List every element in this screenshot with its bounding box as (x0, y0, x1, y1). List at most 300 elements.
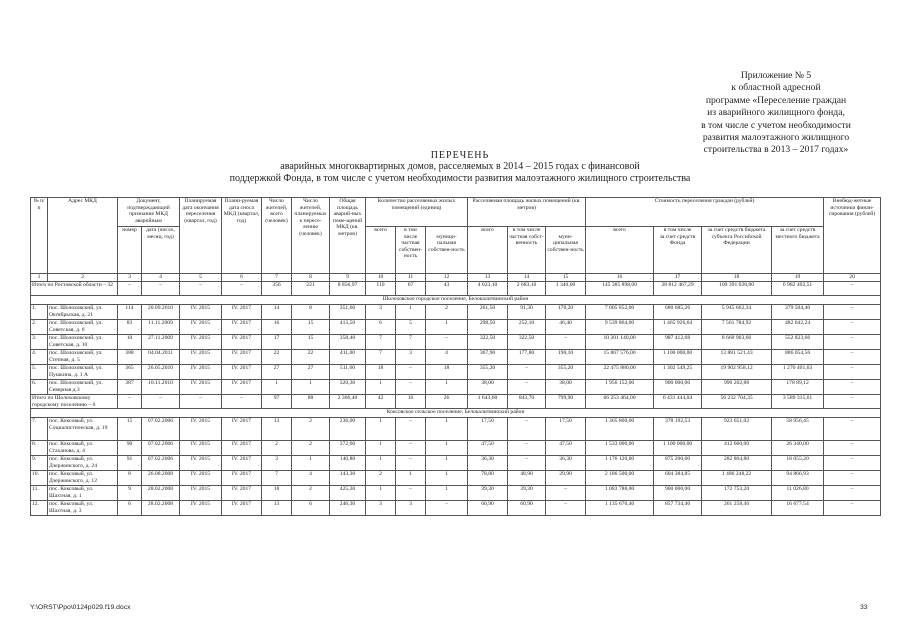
table-cell: – (508, 441, 546, 456)
table-cell: IV. 2015 (180, 365, 222, 380)
table-row (31, 335, 881, 350)
table-cell: 1 (31, 274, 48, 282)
table-cell: 26 340,00 (772, 441, 824, 456)
table-cell: 9 (330, 274, 366, 282)
incl-label: в том числе (403, 227, 418, 240)
table-cell: 604 384,85 (654, 471, 702, 486)
table-cell: пос. Шолоховский, ул. Советская, д. 10 (48, 335, 118, 350)
table-cell: 22 (262, 350, 292, 365)
table-cell: 22 475 880,00 (586, 365, 654, 380)
table-cell: 356 (262, 282, 292, 296)
col-doc: Документ, подтверждающий признание МКД аварийным (118, 198, 180, 227)
col-extra: Внебюд-жетные источники финан-сирования (рублей) (824, 198, 881, 274)
table-cell: 8 660 903,66 (702, 335, 772, 350)
table-cell: IV. 2017 (222, 350, 262, 365)
table-cell: 9 539 864,00 (586, 320, 654, 335)
table-cell: Шолоховское городское поселение, Белокалитвинский район (31, 296, 881, 305)
table-cell: 15 (118, 418, 142, 441)
table-cell: – (824, 471, 881, 486)
table-cell: 19 (772, 274, 824, 282)
table-cell: 10.11.2010 (142, 380, 180, 395)
table-cell: 1 176 120,00 (586, 456, 654, 471)
sqm-municipal-label: муни-ципальная собствен-ность (547, 233, 584, 253)
table-cell: IV. 2017 (222, 380, 262, 395)
table-cell: IV. 2017 (222, 456, 262, 471)
table-cell: пос. Шолоховский, ул. Степная, д. 5 (48, 350, 118, 365)
table-cell: 2 366,40 (330, 395, 366, 409)
table-cell: 387 (118, 380, 142, 395)
column-numbers-row (31, 274, 881, 282)
table-cell: 379 504,40 (772, 305, 824, 320)
table-cell: 07.02.2006 (142, 456, 180, 471)
table-cell: – (142, 395, 180, 409)
table-cell: 38,00 (468, 380, 508, 395)
table-cell: – (824, 486, 881, 501)
table-cell: 16 677,54 (772, 501, 824, 516)
table-cell: – (396, 486, 426, 501)
table-cell: 1 (426, 456, 468, 471)
table-cell: 47,50 (468, 441, 508, 456)
col-cost: Стоимость переселения граждан (рублей) (586, 198, 824, 227)
appendix-line: к областной адресной (731, 82, 821, 94)
table-cell: IV. 2017 (222, 305, 262, 320)
table-cell: 91,30 (508, 305, 546, 320)
table-cell: пос. Коксовый, ул. Дзержинского, д. 24 (48, 456, 118, 471)
table-cell: 5 945 662,34 (702, 305, 772, 320)
table-cell: IV. 2015 (180, 471, 222, 486)
table-cell: 114 (118, 305, 142, 320)
appendix-line: программе «Переселение граждан (705, 94, 847, 106)
table-cell: 7 (262, 274, 292, 282)
municipal-label: муници-пальная собствен-ность (428, 233, 465, 253)
table-cell: 1 302 549,25 (654, 365, 702, 380)
table-cell: 47,50 (546, 441, 586, 456)
table-cell: пос. Шолоховский, ул. Северная д.3 (48, 380, 118, 395)
col-plan-demo: Плани-руемая дата сноса МКД (квартал, год) (222, 198, 262, 274)
col-sqm-total: всего (468, 227, 508, 274)
table-cell: 178 89,12 (772, 380, 824, 395)
table-cell: 143,30 (330, 471, 366, 486)
col-area: Общая площадь аварий-ных поме-щений МКД (кв. метров) (330, 198, 366, 274)
table-cell: 14 (508, 274, 546, 282)
table-row (31, 471, 881, 486)
table-cell: – (180, 282, 222, 296)
table-cell: 18 (426, 365, 468, 380)
table-cell: 5 (396, 320, 426, 335)
table-cell: 16 (262, 320, 292, 335)
table-cell: 6 (366, 320, 396, 335)
table-cell: 172 753,20 (702, 486, 772, 501)
table-cell: 10 201 140,00 (586, 335, 654, 350)
table-cell: 2 (292, 441, 330, 456)
table-cell: 20 (824, 274, 881, 282)
table-cell: IV. 2015 (180, 456, 222, 471)
table-cell: 39,30 (468, 486, 508, 501)
table-cell: – (824, 441, 881, 456)
table-cell: пос. Шолоховский, ул. Октябрьская, д. 21 (48, 305, 118, 320)
table-cell: IV. 2015 (180, 335, 222, 350)
table-cell: 28.02.2008 (142, 501, 180, 516)
title-main: ПЕРЕЧЕНЬ (430, 150, 490, 161)
table-cell: 8 (118, 471, 142, 486)
table-cell: 511,60 (330, 365, 366, 380)
table-cell: IV. 2015 (180, 320, 222, 335)
table-cell: 320,30 (330, 380, 366, 395)
table-cell: 7 (366, 335, 396, 350)
table-cell: – (824, 418, 881, 441)
table-row (31, 501, 881, 516)
table-cell: 1. (31, 305, 48, 320)
table-cell: 6 982 402,51 (772, 282, 824, 296)
table-cell: 39,30 (508, 486, 546, 501)
table-cell: 78,80 (468, 471, 508, 486)
table-cell: 2 186 500,00 (586, 471, 654, 486)
table-cell: 27.11.2009 (142, 335, 180, 350)
table-cell: 923 651,02 (702, 418, 772, 441)
table-cell: IV. 2017 (222, 486, 262, 501)
document-title (200, 150, 720, 184)
table-cell: 1 486 248,22 (702, 471, 772, 486)
table-cell: 8 856,97 (330, 282, 366, 296)
table-cell: – (508, 380, 546, 395)
title-line-1: аварийных многоквартирных домов, расселяемых в 2014 – 2015 годах с финансовой (280, 161, 640, 173)
table-cell: 15 (292, 320, 330, 335)
table-cell: – (824, 365, 881, 380)
table-cell: 2 683,10 (508, 282, 546, 296)
section-title-row (31, 296, 881, 305)
table-cell: 1 (366, 418, 396, 441)
table-cell: 17 (262, 335, 292, 350)
table-cell: 10 (366, 274, 396, 282)
table-cell: – (180, 395, 222, 409)
table-cell: 4 (292, 471, 330, 486)
table-cell: 900 000,00 (654, 380, 702, 395)
table-cell: – (824, 395, 881, 409)
table-cell: 1 (292, 456, 330, 471)
table-cell: 3 (118, 274, 142, 282)
table-cell: 8 (292, 305, 330, 320)
table-cell: 42 (366, 395, 396, 409)
table-cell: – (396, 456, 426, 471)
table-cell: 1 (292, 380, 330, 395)
section-title-row (31, 409, 881, 418)
table-cell: 3 (262, 456, 292, 471)
table-cell: 94 866,93 (772, 471, 824, 486)
table-cell: 145 385 898,00 (586, 282, 654, 296)
table-cell: 170,20 (546, 305, 586, 320)
table-cell: – (118, 395, 142, 409)
col-plan-end: Планируемая дата окончания переселения (квартал, год) (180, 198, 222, 274)
table-cell: 43 (426, 282, 468, 296)
table-cell: 221 (292, 282, 330, 296)
table-cell: 282 864,80 (702, 456, 772, 471)
table-cell: 90 (118, 441, 142, 456)
table-cell: 1 (426, 418, 468, 441)
table-cell: 83 (118, 320, 142, 335)
table-cell: 1 365 800,00 (586, 418, 654, 441)
section-total-row (31, 395, 881, 409)
table-cell: 14 (262, 305, 292, 320)
table-cell: 799,90 (546, 395, 586, 409)
file-path: Y:\ORST\Ppo\0124p029.f19.docx (30, 604, 131, 611)
table-cell: – (824, 380, 881, 395)
table-cell: 355,20 (468, 365, 508, 380)
houses-table (30, 197, 881, 516)
table-cell: – (118, 282, 142, 296)
table-cell: 15 (292, 335, 330, 350)
table-cell: 298,50 (468, 320, 508, 335)
table-cell: 15 867 576,00 (586, 350, 654, 365)
table-cell: 1 533 000,00 (586, 441, 654, 456)
table-cell: пос. Коксовый, ул. Шахтная, д. 1 (48, 486, 118, 501)
table-cell: пос. Коксовый, ул. Дзержинского, д. 12 (48, 471, 118, 486)
table-cell: 36,30 (468, 456, 508, 471)
col-sqm-private (508, 227, 546, 274)
table-cell: 27 (292, 365, 330, 380)
table-cell: 6 (222, 274, 262, 282)
table-cell: – (396, 365, 426, 380)
table-cell: 26.05.2010 (142, 365, 180, 380)
table-cell: – (546, 501, 586, 516)
col-residents: Число жителей, всего (человек) (262, 198, 292, 274)
table-cell: 900 000,00 (654, 486, 702, 501)
table-cell: 1 (396, 471, 426, 486)
table-cell: 2 (48, 274, 118, 282)
table-cell: 13 (468, 274, 508, 282)
table-cell: 7 (366, 350, 396, 365)
total-region-row (31, 282, 881, 296)
table-cell: 07.02.2006 (142, 418, 180, 441)
table-cell: 36,30 (546, 456, 586, 471)
col-address: Адрес МКД (48, 198, 118, 274)
table-cell: IV. 2015 (180, 350, 222, 365)
col-cost-local: за счет средств местного бюджета (772, 227, 824, 274)
table-cell: 97 (262, 395, 292, 409)
table-cell: 19 902 958,12 (702, 365, 772, 380)
table-cell: 7. (31, 418, 48, 441)
table-cell: 987 412,68 (654, 335, 702, 350)
table-cell: 1 100 000,00 (654, 441, 702, 456)
table-cell: 15 (546, 274, 586, 282)
table-cell: – (824, 501, 881, 516)
appendix-line: из аварийного жилищного фонда, (707, 107, 845, 119)
table-cell: – (426, 335, 468, 350)
table-cell: 843,70 (508, 395, 546, 409)
table-cell: 1 (396, 305, 426, 320)
table-cell: 1 (366, 380, 396, 395)
table-cell: IV. 2017 (222, 335, 262, 350)
table-cell: 7 561 784,92 (702, 320, 772, 335)
table-cell: 6 (292, 501, 330, 516)
table-row (31, 365, 881, 380)
appendix-line: строительства в 2013 – 2017 годах» (703, 144, 849, 156)
table-cell: – (396, 441, 426, 456)
table-cell: – (396, 418, 426, 441)
incl-label: в том числе (512, 227, 541, 233)
table-cell: 20.09.2010 (142, 305, 180, 320)
table-cell: пос. Коксовый, ул. Стаханова, д. 4 (48, 441, 118, 456)
table-row (31, 456, 881, 471)
table-cell: 322,50 (468, 335, 508, 350)
table-cell: – (426, 501, 468, 516)
table-row (31, 441, 881, 456)
table-cell: 28.02.2008 (142, 486, 180, 501)
table-cell: 27 (262, 365, 292, 380)
col-sqm-municipal (546, 227, 586, 274)
table-cell: 7 (396, 335, 426, 350)
table-cell: 4 023,10 (468, 282, 508, 296)
appendix-line: Приложение № 5 (740, 70, 812, 81)
table-cell: – (546, 335, 586, 350)
cost-fund-label: за счет средств Фонда (659, 233, 696, 247)
table-cell: 2 (292, 418, 330, 441)
private-label: частная собствен-ность (398, 240, 422, 260)
col-doc-num: номер (118, 227, 142, 274)
page-number: 33 (860, 604, 868, 611)
table-cell: IV. 2015 (180, 501, 222, 516)
table-cell: пос. Коксовый, ул. Шахтная, д. 3 (48, 501, 118, 516)
table-cell: IV. 2015 (180, 380, 222, 395)
table-cell: 29,90 (546, 471, 586, 486)
table-cell: 1 340,00 (546, 282, 586, 296)
table-cell: 26 (426, 395, 468, 409)
table-cell: 2 (426, 305, 468, 320)
table-cell: – (546, 486, 586, 501)
table-cell: – (222, 282, 262, 296)
table-cell: 16 (586, 274, 654, 282)
table-cell: IV. 2015 (180, 486, 222, 501)
table-cell: пос. Шолоховский, ул. Пушкина, д. 1 А (48, 365, 118, 380)
table-row (31, 350, 881, 365)
table-cell: – (142, 282, 180, 296)
table-cell: 66 253 464,00 (586, 395, 654, 409)
table-cell: 12. (31, 501, 48, 516)
col-cost-total: всего (586, 227, 654, 274)
table-cell: 17,50 (468, 418, 508, 441)
table-cell: 07.02.2006 (142, 441, 180, 456)
table-cell: 6 431 444,04 (654, 395, 702, 409)
table-cell: 2. (31, 320, 48, 335)
table-cell: – (508, 456, 546, 471)
table-cell: 18 (702, 274, 772, 282)
table-cell: 1 083 788,00 (586, 486, 654, 501)
table-cell: 1 (426, 441, 468, 456)
table-cell: 246,30 (330, 501, 366, 516)
table-cell: 1 (262, 380, 292, 395)
table-cell: 10 (118, 335, 142, 350)
table-cell: 261,50 (468, 305, 508, 320)
table-cell: IV. 2017 (222, 365, 262, 380)
table-cell: 367,90 (468, 350, 508, 365)
incl-label: в том числе (663, 227, 692, 233)
table-cell: 5 (180, 274, 222, 282)
table-cell: 4 (142, 274, 180, 282)
table-cell: – (508, 418, 546, 441)
appendix-line: развития малоэтажного жилищного (702, 132, 850, 144)
table-cell: 17,50 (546, 418, 586, 441)
table-cell: 16 (396, 395, 426, 409)
table-cell: 252,10 (508, 320, 546, 335)
table-cell: 3 (396, 501, 426, 516)
table-cell: 1 (426, 471, 468, 486)
table-cell: 7 (262, 471, 292, 486)
table-cell: 1 270 401,63 (772, 365, 824, 380)
table-cell: Итого по Шолоховскому городскому поселению – 6 (31, 395, 118, 409)
table-cell: 6 (118, 501, 142, 516)
table-cell: 13 881 521,43 (702, 350, 772, 365)
table-cell: 18 055,20 (772, 456, 824, 471)
table-cell: 13 (262, 418, 292, 441)
table-cell: 875 200,00 (654, 456, 702, 471)
table-cell: 9 (118, 486, 142, 501)
table-cell: – (824, 320, 881, 335)
appendix-line: в том числе с учетом необходимости (701, 119, 851, 131)
col-rooms-municipal (426, 227, 468, 274)
table-cell: 28 812 467,29 (654, 282, 702, 296)
col-resettled: Число жителей, планируемых к пересе-лению (человек) (292, 198, 330, 274)
table-cell: 5. (31, 365, 48, 380)
table-cell: 140,80 (330, 456, 366, 471)
table-cell: IV. 2015 (180, 418, 222, 441)
col-cost-region: за счет средств бюджета субъекта Российской Федерации (702, 227, 772, 274)
appendix-note (660, 70, 892, 157)
table-cell: IV. 2015 (180, 441, 222, 456)
table-cell: 1 (366, 441, 396, 456)
table-cell: 2 (262, 441, 292, 456)
table-cell: – (396, 380, 426, 395)
table-cell: 1 (366, 456, 396, 471)
table-cell: 8 (292, 274, 330, 282)
col-rooms: Количество расселяемых жилых помещений (единиц) (366, 198, 468, 227)
table-cell: 552 823,66 (772, 335, 824, 350)
table-cell: 355,20 (546, 365, 586, 380)
table-cell: 482 642,24 (772, 320, 824, 335)
table-cell: 58 956,45 (772, 418, 824, 441)
table-cell: 18 (262, 486, 292, 501)
table-cell: 388 (118, 350, 142, 365)
table-cell: 372,60 (330, 441, 366, 456)
table-cell: 411,00 (330, 350, 366, 365)
table-cell: 109 391 028,80 (702, 282, 772, 296)
table-cell: 91 (118, 456, 142, 471)
table-cell: 18 (366, 365, 396, 380)
table-cell: 358,40 (330, 335, 366, 350)
table-cell: 7 005 852,00 (586, 305, 654, 320)
table-cell: 46,40 (546, 320, 586, 335)
col-doc-date: дата (число, месяц, год) (142, 227, 180, 274)
table-cell: IV. 2017 (222, 441, 262, 456)
table-cell: 56 232 704,35 (702, 395, 772, 409)
table-cell: 412 660,00 (702, 441, 772, 456)
table-row (31, 320, 881, 335)
table-cell: 38,00 (546, 380, 586, 395)
header-row-1 (31, 198, 881, 227)
table-cell: IV. 2017 (222, 320, 262, 335)
table-row (31, 486, 881, 501)
table-cell: 4 (426, 350, 468, 365)
table-cell: 1 465 926,64 (654, 320, 702, 335)
table-cell: IV. 2017 (222, 418, 262, 441)
table-cell: – (508, 365, 546, 380)
sqm-private-label: частная собст-венность (509, 233, 544, 247)
table-cell: 60,90 (468, 501, 508, 516)
table-row (31, 380, 881, 395)
table-cell: 9. (31, 456, 48, 471)
table-cell: 990 262,88 (702, 380, 772, 395)
table-cell: IV. 2017 (222, 501, 262, 516)
col-rooms-private (396, 227, 426, 274)
table-cell: пос. Шолоховский, ул. Советская, д. 6 (48, 320, 118, 335)
